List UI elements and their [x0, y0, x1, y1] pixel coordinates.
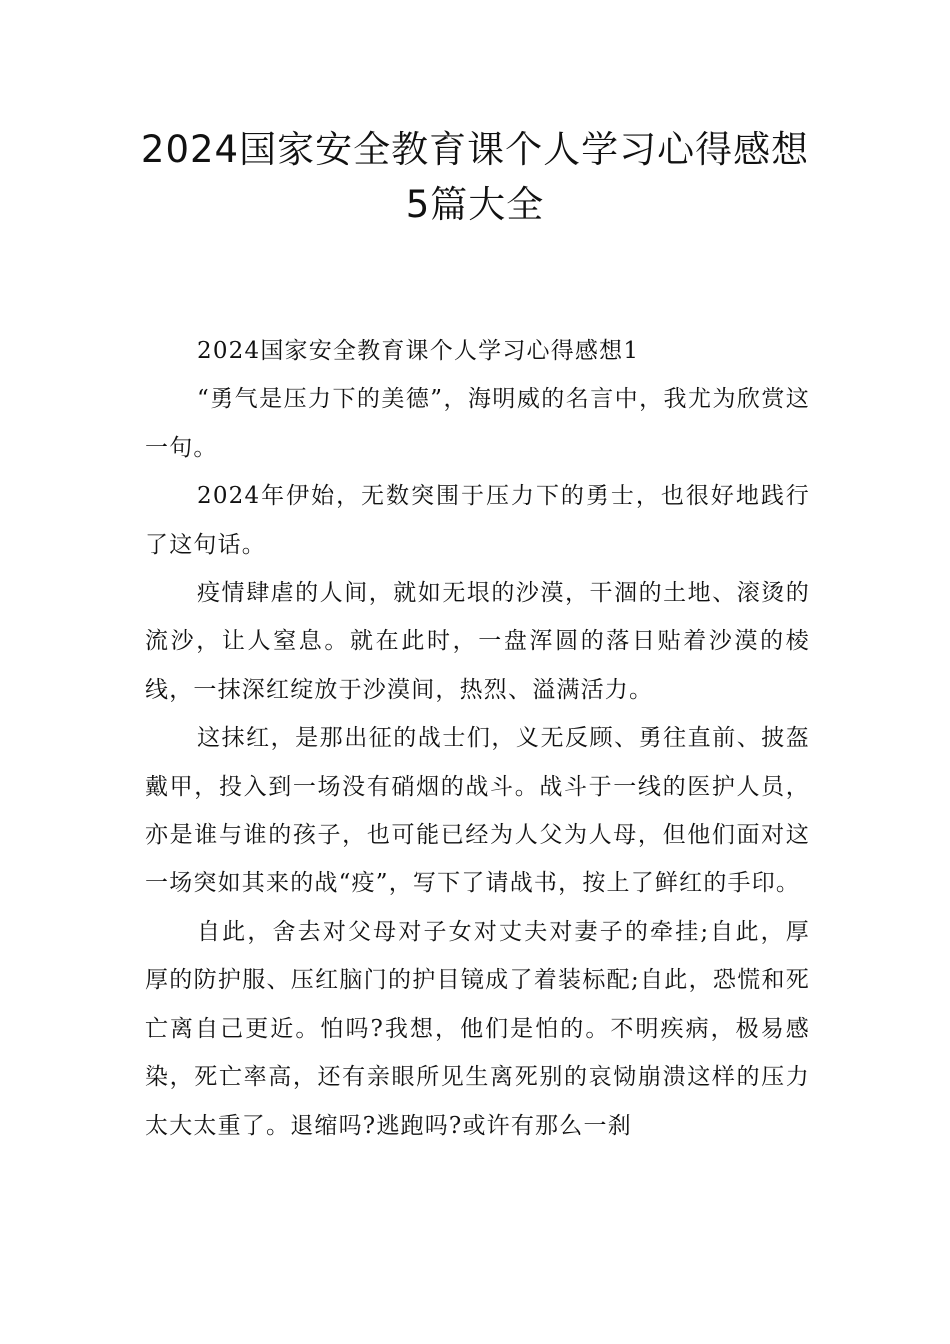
- paragraph: “勇气是压力下的美德”，海明威的名言中，我尤为欣赏这一句。: [145, 386, 810, 461]
- title-line-2: 5篇大全: [405, 183, 545, 226]
- paragraph: 自此，舍去对父母对子女对丈夫对妻子的牵挂;自此，厚厚的防护服、压红脑门的护目镜成了着装标配;自此，恐慌和死亡离自己更近。怕吗?我想，他们是怕的。不明疾病，极易感染，死亡率高，还有亲眼所见生离死别的哀恸崩溃这样的压力太大太重了。退缩吗?逃跑吗?或许有那么一刹: [145, 918, 810, 1139]
- paragraph: 这抹红，是那出征的战士们，义无反顾、勇往直前、披盔戴甲，投入到一场没有硝烟的战斗。战斗于一线的医护人员，亦是谁与谁的孩子，也可能已经为人父为人母，但他们面对这一场突如其来的战“疫”，写下了请战书，按上了鲜红的手印。: [145, 725, 810, 897]
- paragraph: 2024年伊始，无数突围于压力下的勇士，也很好地践行了这句话。: [145, 483, 810, 558]
- paragraph: 疫情肆虐的人间，就如无垠的沙漠，干涸的土地、滚烫的流沙，让人窒息。就在此时，一盘浑圆的落日贴着沙漠的棱线，一抹深红绽放于沙漠间，热烈、溢满活力。: [145, 580, 810, 703]
- document-title: [100, 122, 850, 232]
- title-line-1: 2024国家安全教育课个人学习心得感想: [140, 128, 810, 171]
- section-heading: 2024国家安全教育课个人学习心得感想1: [197, 338, 640, 364]
- document-body: [145, 327, 810, 1150]
